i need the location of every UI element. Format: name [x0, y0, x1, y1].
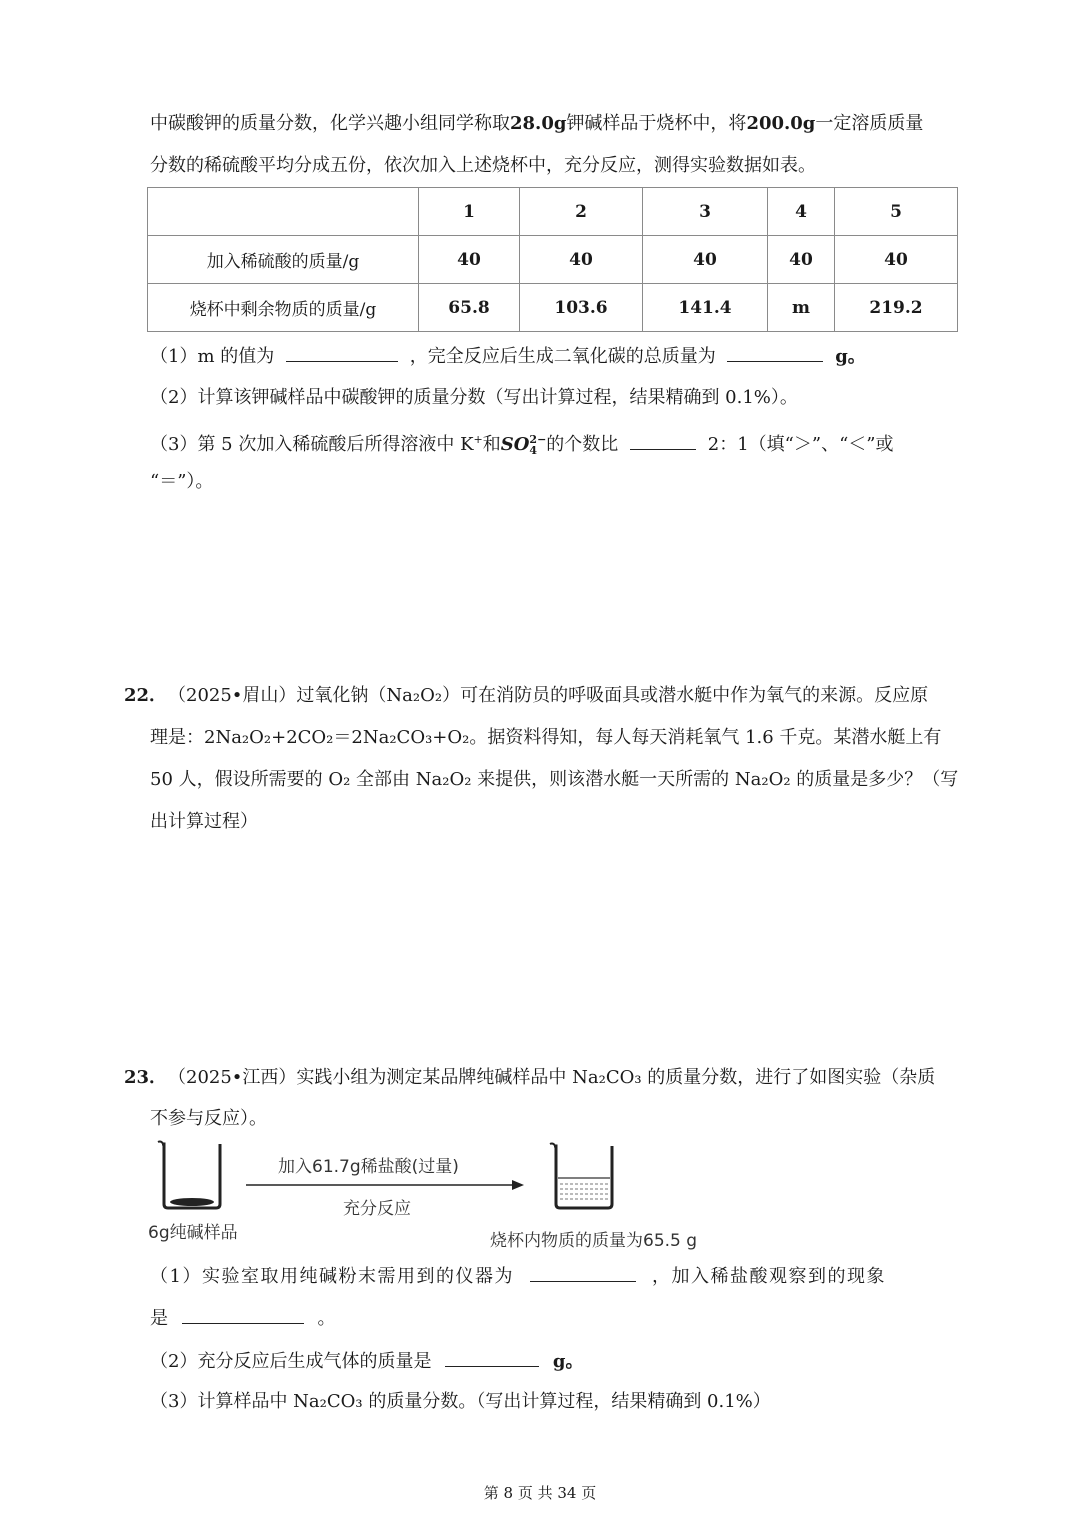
q21-sub1	[150, 343, 866, 369]
answer-blank-co2-mass[interactable]	[727, 343, 823, 362]
q23-sub2-text-a: （2）充分反应后生成气体的质量是	[150, 1351, 432, 1372]
q23-sub1-text-d: 。	[317, 1308, 336, 1329]
right-beaker-caption: 烧杯内物质的质量为65.5 g	[490, 1231, 698, 1251]
q21-intro-line2: 分数的稀硫酸平均分成五份，依次加入上述烧杯中，充分反应，测得实验数据如表。	[150, 155, 816, 176]
table-cell: 65.8	[419, 284, 520, 332]
q21-intro-text-a: 中碳酸钾的质量分数，化学兴趣小组同学称取	[150, 113, 510, 134]
q21-sub3-cont: “＝”）。	[150, 471, 214, 492]
table-cell: 40	[419, 236, 520, 284]
q21-intro-line1	[150, 112, 923, 136]
q22-line2: 理是：2Na₂O₂+2CO₂＝2Na₂CO₃+O₂。据资料得知，每人每天消耗氧气 1.6 千克。某潜水艇上有	[150, 727, 942, 748]
sulfate-charge: 2−	[529, 433, 547, 446]
left-beaker-caption: 6g纯碱样品	[148, 1223, 238, 1243]
q23-sub1-text-b: ，加入稀盐酸观察到的现象	[651, 1266, 886, 1287]
q21-sub3-text-c: 2：1（填“＞”、“＜”或	[707, 434, 894, 455]
q21-sub1-unit: g。	[835, 346, 866, 367]
table-col-header: 1	[419, 188, 520, 236]
q22-line1: （2025•眉山）过氧化钠（Na₂O₂）可在消防员的呼吸面具或潜水艇中作为氧气的来源。反应原	[168, 685, 929, 706]
sulfate-subscript: 4	[529, 444, 538, 457]
q23-sub1	[150, 1263, 956, 1289]
beaker-with-solution-icon	[550, 1144, 612, 1209]
empty-beaker-with-sample-icon	[158, 1142, 220, 1209]
table-row-label: 加入稀硫酸的质量/g	[148, 236, 419, 284]
table-row	[148, 236, 958, 284]
answer-blank-instrument[interactable]	[530, 1263, 636, 1282]
table-cell: 40	[768, 236, 835, 284]
answer-blank-phenomenon[interactable]	[182, 1305, 304, 1324]
sulfate-indices	[529, 434, 546, 456]
k-plus-charge: +	[473, 433, 483, 446]
q23-line2: 不参与反应）。	[150, 1108, 267, 1129]
arrow-top-label: 加入61.7g稀盐酸(过量)	[278, 1157, 459, 1177]
page-footer: 第 8 页 共 34 页	[483, 1484, 597, 1502]
q21-acid-mass: 200.0g	[746, 113, 816, 134]
table-cell: 40	[643, 236, 768, 284]
q22-number: 22．	[124, 685, 168, 706]
table-row-label: 烧杯中剩余物质的质量/g	[148, 284, 419, 332]
q22-line4: 出计算过程）	[150, 811, 258, 832]
table-col-header: 4	[768, 188, 835, 236]
q23-sub2	[150, 1348, 584, 1374]
table-cell: m	[768, 284, 835, 332]
q23-sub1-cont	[150, 1305, 335, 1331]
q23-sub2-unit: g。	[552, 1351, 584, 1372]
q23-sub1-text-c: 是	[150, 1308, 168, 1329]
experiment-figure	[150, 1138, 730, 1218]
reaction-arrow	[246, 1180, 524, 1190]
q21-data-table	[147, 187, 958, 332]
q23-sub1-text-a: （1）实验室取用纯碱粉末需用到的仪器为	[150, 1266, 514, 1287]
table-cell: 103.6	[520, 284, 643, 332]
table-cell: 219.2	[835, 284, 958, 332]
q22-line3: 50 人，假设所需要的 O₂ 全部由 Na₂O₂ 来提供，则该潜水艇一天所需的 Na₂O₂ 的质量是多少？（写	[150, 769, 959, 790]
table-row	[148, 284, 958, 332]
sulfate-symbol: SO	[500, 434, 530, 455]
table-header-row	[148, 188, 958, 236]
q21-intro-text-c: 一定溶质质量	[815, 113, 924, 134]
q21-sample-mass: 28.0g	[510, 113, 567, 134]
answer-blank-m[interactable]	[286, 343, 398, 362]
q23-line1: （2025•江西）实践小组为测定某品牌纯碱样品中 Na₂CO₃ 的质量分数，进行了如图实验（杂质	[168, 1067, 936, 1088]
table-col-header: 2	[520, 188, 643, 236]
table-cell: 141.4	[643, 284, 768, 332]
arrow-bottom-label: 充分反应	[343, 1199, 411, 1219]
q21-sub1-text-b: ，完全反应后生成二氧化碳的总质量为	[409, 346, 716, 367]
table-cell: 40	[520, 236, 643, 284]
q23-number: 23．	[124, 1067, 168, 1088]
q21-sub3-text-a: （3）第 5 次加入稀硫酸后所得溶液中 K	[150, 434, 474, 455]
q21-sub3-and: 和	[482, 434, 501, 455]
q21-sub1-text-a: （1）m 的值为	[150, 346, 275, 367]
q21-intro-text-b: 钾碱样品于烧杯中，将	[566, 113, 747, 134]
q23-sub3: （3）计算样品中 Na₂CO₃ 的质量分数。（写出计算过程，结果精确到 0.1%）	[150, 1391, 771, 1412]
q21-sub3	[150, 428, 893, 457]
table-col-header: 5	[835, 188, 958, 236]
table-corner-cell	[148, 188, 419, 236]
answer-blank-ratio[interactable]	[630, 431, 696, 450]
q21-sub3-text-b: 的个数比	[546, 434, 619, 455]
table-col-header: 3	[643, 188, 768, 236]
table-cell: 40	[835, 236, 958, 284]
q21-sub2: （2）计算该钾碱样品中碳酸钾的质量分数（写出计算过程，结果精确到 0.1%）。	[150, 387, 798, 408]
answer-blank-gas-mass[interactable]	[445, 1348, 539, 1367]
